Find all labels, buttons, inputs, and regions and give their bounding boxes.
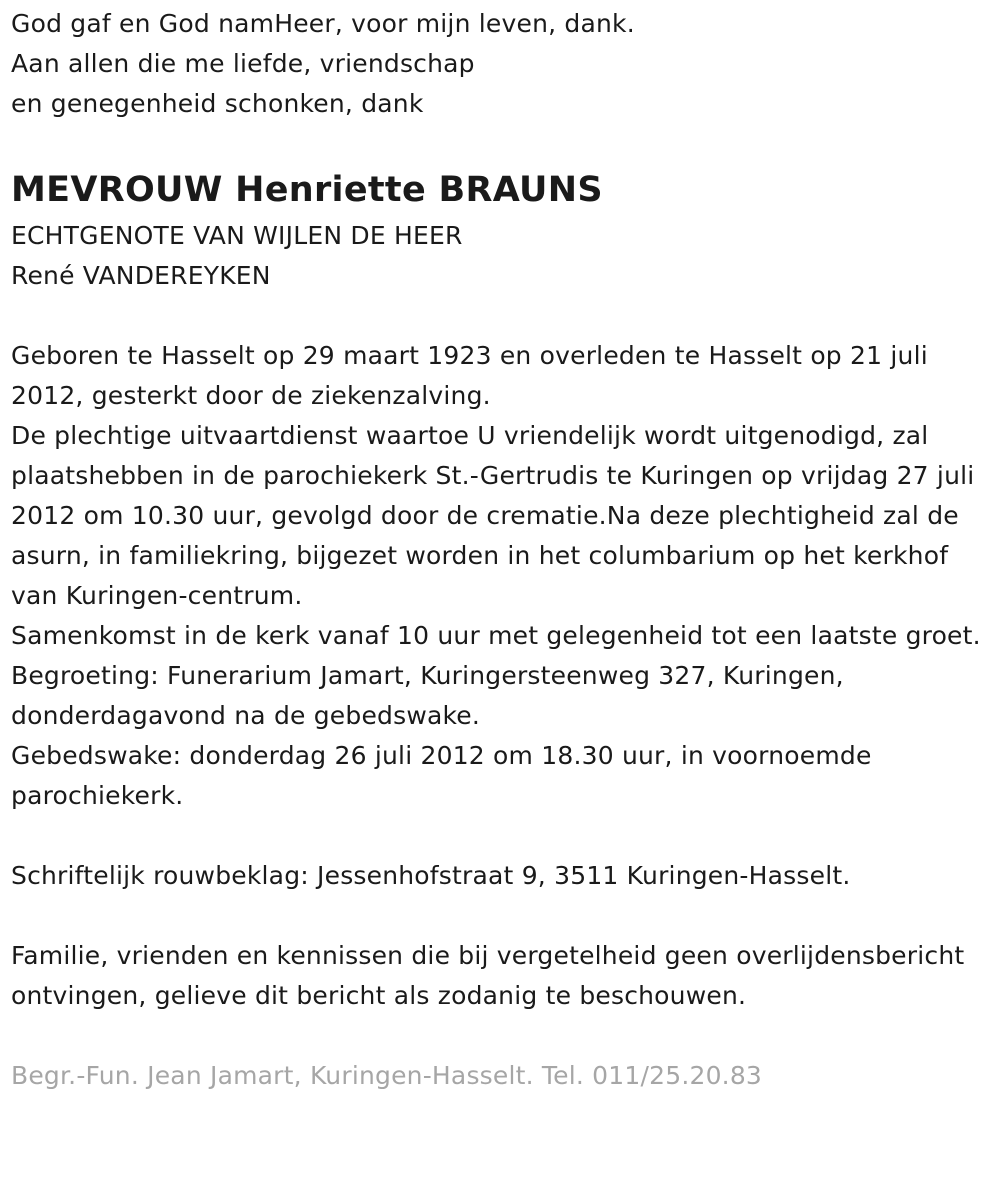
spouse-name: René VANDEREYKEN: [11, 261, 271, 290]
death-notice: [11, 4, 986, 1096]
undertaker-footer: Begr.-Fun. Jean Jamart, Kuringen-Hasselt. Tel. 011/25.20.83: [11, 1061, 763, 1090]
greeting-text: Begroeting: Funerarium Jamart, Kuringersteenweg 327, Kuringen, donderdagavond na de gebedswake.: [11, 661, 844, 730]
spacer: [11, 1016, 986, 1056]
spacer: [11, 816, 986, 856]
spacer: [11, 896, 986, 936]
condolence-address: Schriftelijk rouwbeklag: Jessenhofstraat 9, 3511 Kuringen-Hasselt.: [11, 861, 851, 890]
deceased-name: MEVROUW Henriette BRAUNS: [11, 170, 603, 210]
spacer: [11, 296, 986, 336]
gathering-text: Samenkomst in de kerk vanaf 10 uur met gelegenheid tot een laatste groet.: [11, 621, 981, 650]
born-died-text: Geboren te Hasselt op 29 maart 1923 en overleden te Hasselt op 21 juli 2012, gesterkt door de ziekenzalving.: [11, 341, 928, 410]
poem-line-1: God gaf en God namHeer, voor mijn leven, dank.: [11, 9, 635, 38]
poem-line-3: en genegenheid schonken, dank: [11, 89, 424, 118]
relation-line: ECHTGENOTE VAN WIJLEN DE HEER: [11, 221, 463, 250]
family-note: Familie, vrienden en kennissen die bij vergetelheid geen overlijdensbericht ontvingen, gelieve dit bericht als zodanig te beschouwen.: [11, 941, 965, 1010]
service-text: De plechtige uitvaartdienst waartoe U vriendelijk wordt uitgenodigd, zal plaatshebben in de parochiekerk St.-Gertrudis te Kuringen op vrijdag 27 juli 2012 om 10.30 uur, gevolgd door de crematie.Na deze plechtigheid zal de asurn, in familiekring, bijgezet worden in het columbarium op het kerkhof van Kuringen-centrum.: [11, 421, 975, 610]
poem-line-2: Aan allen die me liefde, vriendschap: [11, 49, 475, 78]
vigil-text: Gebedswake: donderdag 26 juli 2012 om 18.30 uur, in voornoemde parochiekerk.: [11, 741, 872, 810]
poem: [11, 4, 986, 124]
